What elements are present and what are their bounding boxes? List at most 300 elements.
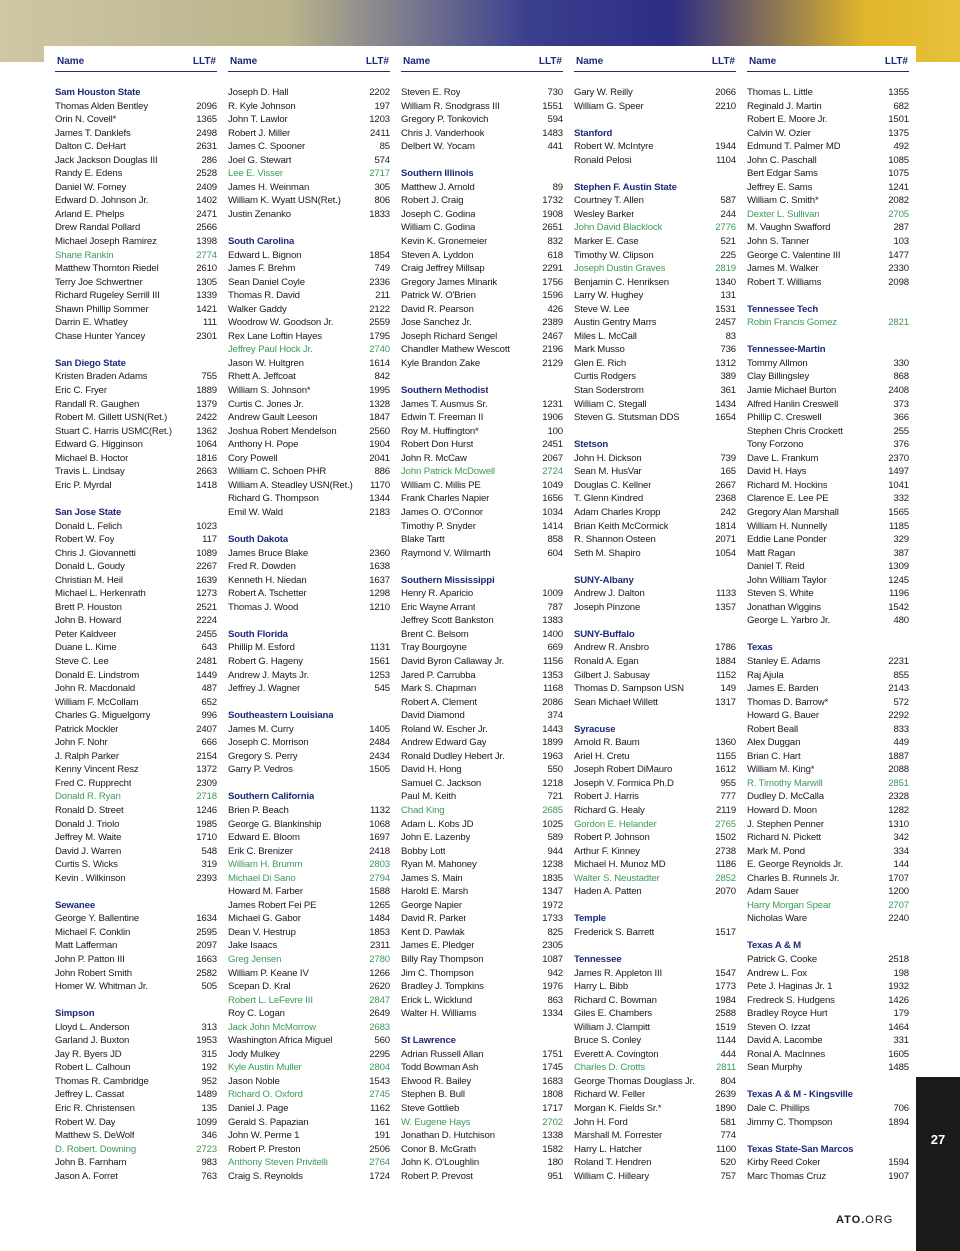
chapter-heading xyxy=(55,899,217,913)
llt-number: 1309 xyxy=(888,561,909,573)
chapter-heading xyxy=(55,357,217,371)
llt-number: 2467 xyxy=(542,330,563,342)
member-row xyxy=(401,208,563,222)
member-row xyxy=(55,181,217,195)
column-header xyxy=(574,54,736,72)
llt-number: 342 xyxy=(893,832,909,844)
member-row xyxy=(574,818,736,832)
member-name: William R. Snodgrass III xyxy=(401,100,500,112)
llt-number: 111 xyxy=(202,317,217,329)
llt-number: 589 xyxy=(547,832,563,844)
llt-number: 1756 xyxy=(542,276,563,288)
llt-number: 1168 xyxy=(542,683,563,695)
member-name: Craig S. Reynolds xyxy=(228,1170,303,1182)
llt-number: 1238 xyxy=(542,859,563,871)
member-row xyxy=(574,533,736,547)
member-row xyxy=(55,411,217,425)
spacer xyxy=(747,1075,909,1089)
llt-number: 604 xyxy=(547,547,563,559)
chapter-heading xyxy=(574,912,736,926)
member-row xyxy=(228,1088,390,1102)
member-row xyxy=(574,384,736,398)
member-name: Mark M. Pond xyxy=(747,845,805,857)
member-row xyxy=(747,1170,909,1184)
member-name: Daniel W. Forney xyxy=(55,181,127,193)
llt-number: 1710 xyxy=(196,832,217,844)
member-row xyxy=(574,520,736,534)
page-number: 27 xyxy=(930,1132,946,1147)
member-name: John E. Lazenby xyxy=(401,832,471,844)
member-row xyxy=(401,790,563,804)
member-row xyxy=(401,100,563,114)
llt-number: 144 xyxy=(893,859,909,871)
member-row xyxy=(228,492,390,506)
llt-number: 2389 xyxy=(542,317,563,329)
chapter-name: South Dakota xyxy=(228,534,289,546)
chapter-name: Syracuse xyxy=(574,723,616,735)
member-row xyxy=(747,154,909,168)
llt-number: 2202 xyxy=(369,87,390,98)
llt-number: 774 xyxy=(720,1130,736,1142)
chapter-heading xyxy=(574,953,736,967)
llt-number: 1894 xyxy=(888,1116,909,1128)
chapter-name: Tennessee-Martin xyxy=(747,344,826,356)
llt-number: 2794 xyxy=(369,872,390,884)
member-name: Roland W. Escher Jr. xyxy=(401,723,488,735)
member-row xyxy=(401,912,563,926)
member-name: Charles B. Runnels Jr. xyxy=(747,872,840,884)
member-row xyxy=(574,831,736,845)
member-name: Greg Jensen xyxy=(228,954,282,965)
llt-number: 492 xyxy=(893,141,909,153)
member-name: Richard N. Pickett xyxy=(747,832,822,844)
member-name: Larry W. Hughey xyxy=(574,290,644,302)
llt-number: 618 xyxy=(547,249,563,261)
member-row xyxy=(55,858,217,872)
member-row xyxy=(55,465,217,479)
member-name: Gerald S. Papazian xyxy=(228,1116,309,1128)
member-row xyxy=(228,140,390,154)
llt-number: 749 xyxy=(374,263,390,275)
member-name: James H. Weinman xyxy=(228,181,310,193)
member-row xyxy=(747,370,909,384)
header-name-label: Name xyxy=(230,56,258,67)
member-row xyxy=(228,926,390,940)
member-row xyxy=(401,221,563,235)
member-name: Robert Beall xyxy=(747,723,798,735)
member-row xyxy=(574,140,736,154)
member-name: William F. McCollam xyxy=(55,696,139,708)
llt-number: 804 xyxy=(720,1075,736,1087)
member-name: Eric Wayne Arrant xyxy=(401,601,476,613)
llt-number: 706 xyxy=(893,1103,909,1115)
member-row xyxy=(747,804,909,818)
member-row xyxy=(747,533,909,547)
chapter-name: St Lawrence xyxy=(401,1035,456,1047)
member-name: Thomas D. Sampson USN xyxy=(574,683,684,695)
llt-number: 1426 xyxy=(888,994,909,1006)
member-name: Jason W. Hultgren xyxy=(228,357,304,369)
member-list xyxy=(401,86,563,1183)
member-row xyxy=(228,154,390,168)
llt-number: 376 xyxy=(893,439,909,451)
site-url[interactable] xyxy=(836,1214,893,1226)
chapter-heading xyxy=(747,1088,909,1102)
member-row xyxy=(401,330,563,344)
llt-number: 2765 xyxy=(715,818,736,830)
header-number-label: LLT# xyxy=(192,56,216,67)
llt-number: 2481 xyxy=(196,655,217,667)
chapter-heading xyxy=(55,86,217,100)
member-row xyxy=(55,1156,217,1170)
member-name: William C. Hilleary xyxy=(574,1170,649,1182)
member-name: Ronald D. Street xyxy=(55,804,124,816)
llt-number: 944 xyxy=(547,845,563,857)
member-name: Marshall M. Forrester xyxy=(574,1130,663,1142)
member-name: Michael L. Herkenrath xyxy=(55,588,146,600)
llt-number: 669 xyxy=(547,642,563,654)
member-row xyxy=(55,831,217,845)
member-row xyxy=(574,276,736,290)
member-name: Adam L. Kobs JD xyxy=(401,818,474,830)
member-row xyxy=(747,953,909,967)
member-row xyxy=(55,208,217,222)
member-name: Timothy P. Snyder xyxy=(401,520,476,532)
llt-number: 89 xyxy=(552,181,563,193)
llt-number: 1434 xyxy=(715,398,736,410)
member-row xyxy=(401,492,563,506)
llt-number: 955 xyxy=(720,777,736,789)
member-row xyxy=(574,547,736,561)
llt-number: 574 xyxy=(374,154,390,166)
llt-number: 1887 xyxy=(888,750,909,762)
member-name: Joseph Dustin Graves xyxy=(574,263,666,275)
member-row xyxy=(401,506,563,520)
llt-number: 1854 xyxy=(369,249,390,261)
member-row xyxy=(55,939,217,953)
llt-number: 1365 xyxy=(196,114,217,126)
llt-number: 1542 xyxy=(888,601,909,613)
llt-number: 329 xyxy=(893,534,909,546)
llt-number: 842 xyxy=(374,371,390,383)
roster-column xyxy=(228,54,390,1183)
member-row xyxy=(401,1061,563,1075)
spacer xyxy=(574,899,736,913)
member-name: Fredreck S. Hudgens xyxy=(747,994,835,1006)
member-row xyxy=(55,560,217,574)
llt-number: 572 xyxy=(893,696,909,708)
member-row xyxy=(55,1075,217,1089)
member-name: William P. Keane IV xyxy=(228,967,309,979)
llt-number: 244 xyxy=(720,208,736,220)
member-name: Lloyd L. Anderson xyxy=(55,1021,130,1033)
member-name: Howard G. Bauer xyxy=(747,710,819,722)
llt-number: 242 xyxy=(720,506,736,518)
member-row xyxy=(747,208,909,222)
llt-number: 1594 xyxy=(888,1157,909,1169)
member-name: Courtney T. Allen xyxy=(574,195,644,207)
member-name: Woodrow W. Goodson Jr. xyxy=(228,317,334,329)
member-row xyxy=(228,980,390,994)
member-row xyxy=(228,763,390,777)
member-name: Robert W. Foy xyxy=(55,534,115,546)
llt-number: 1034 xyxy=(542,506,563,518)
chapter-heading xyxy=(55,506,217,520)
member-name: William H. Brumm xyxy=(228,859,303,871)
member-name: Garry P. Vedros xyxy=(228,764,293,776)
member-name: William A. Steadley USN(Ret.) xyxy=(228,479,353,491)
chapter-name: SUNY-Albany xyxy=(574,574,634,586)
member-name: W. Eugene Hays xyxy=(401,1116,471,1128)
llt-number: 1009 xyxy=(542,588,563,600)
member-row xyxy=(401,1156,563,1170)
member-name: Everett A. Covington xyxy=(574,1048,659,1060)
llt-number: 313 xyxy=(201,1021,217,1033)
member-name: T. Glenn Kindred xyxy=(574,493,644,505)
member-row xyxy=(55,790,217,804)
member-row xyxy=(401,669,563,683)
member-row xyxy=(747,194,909,208)
member-name: Patrick W. O'Brien xyxy=(401,290,476,302)
column-header xyxy=(401,54,563,72)
llt-number: 1362 xyxy=(196,425,217,437)
member-name: William C. Schoen PHR xyxy=(228,466,327,478)
member-row xyxy=(401,398,563,412)
member-row xyxy=(228,181,390,195)
member-name: Adam Charles Kropp xyxy=(574,506,661,518)
member-name: Sean M. HusVar xyxy=(574,466,642,478)
member-row xyxy=(747,520,909,534)
llt-number: 1414 xyxy=(542,520,563,532)
member-name: Stanley E. Adams xyxy=(747,655,821,667)
member-name: William C. Smith* xyxy=(747,195,819,207)
llt-number: 1464 xyxy=(888,1021,909,1033)
member-name: Robert J. Craig xyxy=(401,195,464,207)
llt-number: 2667 xyxy=(715,479,736,491)
member-name: Giles E. Chambers xyxy=(574,1008,652,1020)
member-name: Bradley J. Tompkins xyxy=(401,981,484,993)
llt-number: 777 xyxy=(720,791,736,803)
llt-number: 2707 xyxy=(888,899,909,911)
member-name: Reginald J. Martin xyxy=(747,100,822,112)
member-name: Matthew Thornton Riedel xyxy=(55,263,159,275)
member-name: Andrew Gault Leeson xyxy=(228,412,318,424)
member-row xyxy=(747,818,909,832)
member-name: William H. Nunnelly xyxy=(747,520,828,532)
member-row xyxy=(228,343,390,357)
llt-number: 1186 xyxy=(715,859,736,871)
llt-number: 2663 xyxy=(196,466,217,478)
member-list xyxy=(574,86,736,1183)
member-name: Gregory P. Tonkovich xyxy=(401,114,489,126)
member-name: Matt Lafferman xyxy=(55,940,118,952)
spacer xyxy=(228,221,390,235)
member-row xyxy=(747,452,909,466)
member-row xyxy=(55,1061,217,1075)
member-name: Miles L. McCall xyxy=(574,330,637,342)
llt-number: 1131 xyxy=(369,642,390,654)
llt-number: 1588 xyxy=(369,886,390,898)
member-row xyxy=(55,777,217,791)
llt-number: 1565 xyxy=(888,506,909,518)
member-name: Andrew Edward Gay xyxy=(401,737,487,749)
member-name: Phillip M. Esford xyxy=(228,642,295,654)
member-name: James C. Spooner xyxy=(228,141,306,153)
llt-number: 1505 xyxy=(369,764,390,776)
llt-number: 1814 xyxy=(715,520,736,532)
member-row xyxy=(747,899,909,913)
llt-number: 1231 xyxy=(542,398,563,410)
member-row xyxy=(228,249,390,263)
llt-number: 952 xyxy=(201,1075,217,1087)
member-row xyxy=(228,885,390,899)
member-row xyxy=(401,479,563,493)
member-name: Ariel H. Cretu xyxy=(574,750,630,762)
spacer xyxy=(574,167,736,181)
member-name: William S. Johnson* xyxy=(228,385,311,397)
llt-number: 1890 xyxy=(715,1103,736,1115)
member-row xyxy=(747,560,909,574)
member-row xyxy=(401,438,563,452)
llt-number: 449 xyxy=(893,737,909,749)
llt-number: 319 xyxy=(201,859,217,871)
member-row xyxy=(401,804,563,818)
member-name: Anthony H. Pope xyxy=(228,439,299,451)
llt-number: 1531 xyxy=(715,303,736,315)
member-row xyxy=(574,587,736,601)
member-row xyxy=(747,831,909,845)
member-row xyxy=(55,953,217,967)
member-name: James T. Danklefs xyxy=(55,127,131,139)
member-name: Raj Ajula xyxy=(747,669,784,681)
member-row xyxy=(55,980,217,994)
member-row xyxy=(401,194,563,208)
llt-number: 305 xyxy=(374,181,390,193)
member-row xyxy=(574,790,736,804)
member-name: Justin Zenanko xyxy=(228,208,291,220)
member-row xyxy=(401,899,563,913)
member-row xyxy=(228,872,390,886)
llt-number: 2071 xyxy=(715,534,736,546)
llt-number: 2119 xyxy=(715,804,736,816)
member-name: Joel G. Stewart xyxy=(228,154,292,166)
member-name: Joshua Robert Mendelson xyxy=(228,425,337,437)
member-row xyxy=(747,736,909,750)
llt-number: 652 xyxy=(201,696,217,708)
member-name: Steven G. Stutsman DDS xyxy=(574,412,680,424)
llt-number: 1156 xyxy=(542,655,563,667)
member-name: Douglas C. Kellner xyxy=(574,479,652,491)
llt-number: 2764 xyxy=(369,1157,390,1169)
llt-number: 855 xyxy=(893,669,909,681)
llt-number: 2360 xyxy=(369,547,390,559)
llt-number: 1218 xyxy=(542,777,563,789)
llt-number: 2129 xyxy=(542,357,563,369)
member-row xyxy=(747,181,909,195)
llt-number: 1519 xyxy=(715,1021,736,1033)
llt-number: 2819 xyxy=(715,263,736,275)
chapter-name: Sam Houston State xyxy=(55,87,141,98)
llt-number: 951 xyxy=(547,1170,563,1182)
member-name: Robert E. Moore Jr. xyxy=(747,114,828,126)
chapter-name: South Florida xyxy=(228,628,288,640)
llt-number: 1196 xyxy=(888,588,909,600)
page-number-tab xyxy=(916,1077,960,1251)
member-row xyxy=(401,777,563,791)
llt-number: 2301 xyxy=(196,330,217,342)
member-row xyxy=(401,655,563,669)
member-name: David H. Hays xyxy=(747,466,807,478)
member-row xyxy=(747,1156,909,1170)
member-name: R. Shannon Osteen xyxy=(574,534,656,546)
member-row xyxy=(574,452,736,466)
member-name: Joseph C. Godina xyxy=(401,208,476,220)
member-row xyxy=(401,696,563,710)
chapter-heading xyxy=(574,181,736,195)
spacer xyxy=(401,154,563,168)
member-row xyxy=(55,235,217,249)
llt-number: 2154 xyxy=(196,750,217,762)
llt-number: 2143 xyxy=(888,683,909,695)
llt-number: 2098 xyxy=(888,276,909,288)
llt-number: 1372 xyxy=(196,764,217,776)
member-row xyxy=(55,289,217,303)
llt-number: 1656 xyxy=(542,493,563,505)
llt-number: 165 xyxy=(720,466,736,478)
member-row xyxy=(228,1102,390,1116)
member-name: Garland J. Buxton xyxy=(55,1035,130,1047)
chapter-heading xyxy=(228,709,390,723)
member-name: Patrick Mockler xyxy=(55,723,119,735)
member-name: Joseph D. Hall xyxy=(228,87,289,98)
member-row xyxy=(747,140,909,154)
member-name: Edmund T. Palmer MD xyxy=(747,141,841,153)
member-row xyxy=(574,1034,736,1048)
member-name: Jonathan D. Hutchison xyxy=(401,1130,495,1142)
llt-number: 1733 xyxy=(542,913,563,925)
member-name: Richard O. Oxford xyxy=(228,1089,303,1101)
member-name: Jeffrey Paul Hock Jr. xyxy=(228,344,313,356)
member-row xyxy=(574,1170,736,1184)
member-name: Kristen Braden Adams xyxy=(55,371,148,383)
member-name: John T. Lawlor xyxy=(228,114,288,126)
member-name: Thomas L. Little xyxy=(747,87,813,98)
member-name: John C. Paschall xyxy=(747,154,817,166)
member-row xyxy=(401,967,563,981)
llt-number: 1200 xyxy=(888,886,909,898)
member-row xyxy=(401,682,563,696)
llt-number: 1266 xyxy=(369,967,390,979)
member-name: Gregory James Minarik xyxy=(401,276,498,288)
member-row xyxy=(574,479,736,493)
member-name: William J. Clampitt xyxy=(574,1021,651,1033)
llt-number: 863 xyxy=(547,994,563,1006)
llt-number: 2649 xyxy=(369,1008,390,1020)
llt-number: 346 xyxy=(201,1130,217,1142)
spacer xyxy=(747,628,909,642)
llt-number: 643 xyxy=(201,642,217,654)
member-name: George C. Valentine III xyxy=(747,249,841,261)
llt-number: 2451 xyxy=(542,439,563,451)
llt-number: 180 xyxy=(547,1157,563,1169)
member-row xyxy=(228,574,390,588)
member-name: Harry L. Bibb xyxy=(574,981,629,993)
llt-number: 1340 xyxy=(715,276,736,288)
llt-number: 103 xyxy=(893,236,909,248)
member-name: Andrew J. Mayts Jr. xyxy=(228,669,309,681)
member-row xyxy=(55,303,217,317)
llt-number: 594 xyxy=(547,114,563,126)
